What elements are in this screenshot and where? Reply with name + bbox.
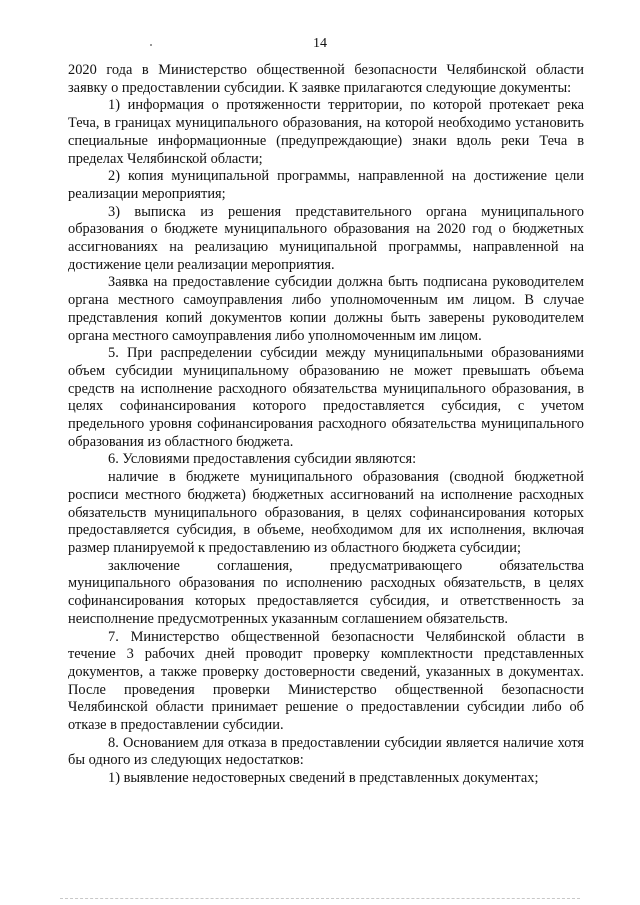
paragraph: заключение соглашения, предусматривающего обязательства муниципального образования по исполнению расходных обязательств, в целях софинансирования которых предоставляется субсидия, и ответственность за неисполнение предусмотренных указанным соглашением обязательств. (68, 557, 584, 627)
scan-speck (150, 44, 152, 46)
scan-artifact-line (60, 898, 580, 899)
paragraph: 1) информация о протяженности территории, по которой протекает река Теча, в границах муниципального образования, на которой необходимо установить специальные информационные (предупреждающие) знаки вдоль реки Теча в пределах Челябинской области; (68, 97, 584, 167)
paragraph: 7. Министерство общественной безопасности Челябинской области в течение 3 рабочих дней проводит проверку комплектности представленных документов, а также проверку достоверности сведений, указанных в документах. После проведения проверки Министерство общественной безопасности Челябинской области принимает решение о предоставлении субсидии либо об отказе в предоставлении субсидии. (68, 628, 584, 734)
page-number: 14 (313, 36, 327, 51)
paragraph: 6. Условиями предоставления субсидии являются: (108, 451, 417, 468)
paragraph: наличие в бюджете муниципального образования (сводной бюджетной росписи местного бюджета) бюджетных ассигнований на исполнение расходных обязательств муниципального образования, в целях софинансирования которых предоставляется субсидия, в объеме, необходимом для их исполнения, включая размер планируемой к предоставлению из областного бюджета субсидии; (68, 469, 584, 556)
paragraph: 1) выявление недостоверных сведений в представленных документах; (108, 770, 539, 787)
paragraph: Заявка на предоставление субсидии должна быть подписана руководителем органа местного самоуправления либо уполномоченным им лицом. В случае представления копий документов копии должны быть заверены руководителем органа местного самоуправления либо уполномоченным им лицом. (68, 274, 584, 344)
paragraph: 2020 года в Министерство общественной безопасности Челябинской области заявку о предоставлении субсидии. К заявке прилагаются следующие документы: (68, 62, 584, 96)
body-text (68, 62, 584, 788)
paragraph: 5. При распределении субсидии между муниципальными образованиями объем субсидии муниципальному образованию не может превышать объема средств на исполнение расходного обязательства муниципального образования, в целях софинансирования которого предоставляется субсидия, с учетом предельного уровня софинансирования расходного обязательства муниципального образования из областного бюджета. (68, 345, 584, 450)
paragraph: 2) копия муниципальной программы, направленной на достижение цели реализации мероприятия; (68, 168, 584, 202)
paragraph: 3) выписка из решения представительного органа муниципального образования о бюджете муниципального образования на 2020 год о бюджетных ассигнованиях на реализацию муниципальной программы, направленной на достижение цели реализации мероприятия. (68, 203, 584, 273)
paragraph: 8. Основанием для отказа в предоставлении субсидии является наличие хотя бы одного из следующих недостатков: (68, 734, 584, 769)
